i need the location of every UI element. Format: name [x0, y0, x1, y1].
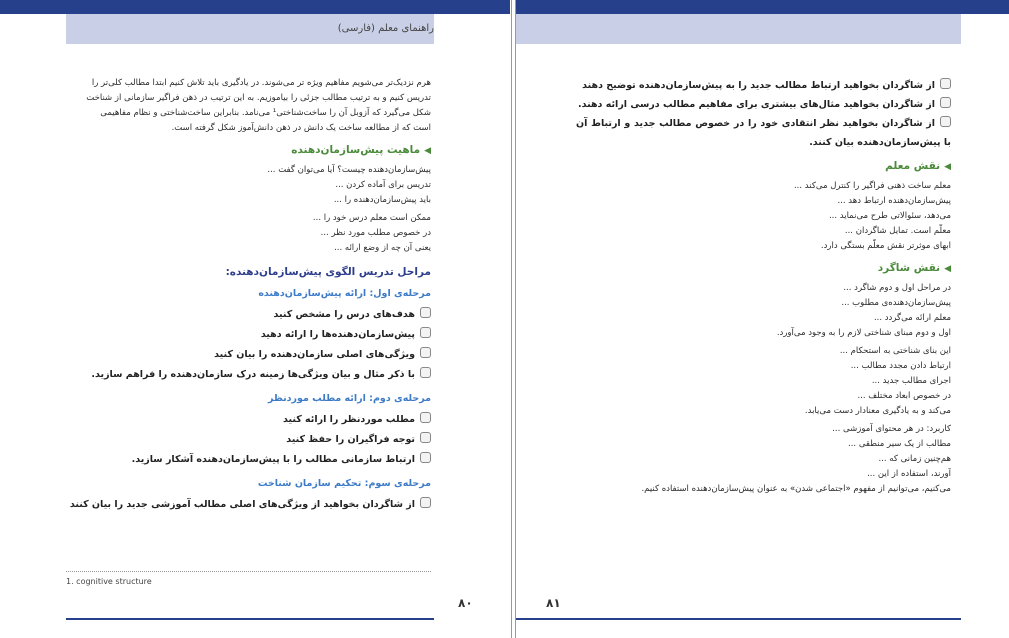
list-item: ارتباط سازمانی مطالب را با پیش‌سازمان‌دهنده آشکار سازید.: [66, 450, 431, 470]
text-line: در خصوص مطلب مورد نظر ...: [320, 228, 431, 238]
footnote: 1. cognitive structure: [66, 577, 152, 586]
section-heading-text: ماهیت پیش‌سازمان‌دهنده: [291, 144, 421, 156]
stages-heading: مراحل تدریس الگوی پیش‌سازمان‌دهنده:: [225, 266, 431, 278]
text-line: تدریس برای آماده کردن ...: [335, 180, 431, 190]
triangle-marker-icon: ◀: [944, 162, 951, 172]
bullet-icon: [420, 452, 431, 463]
bullet-icon: [420, 432, 431, 443]
bullet-icon: [420, 327, 431, 338]
running-header-band: [516, 14, 961, 44]
text-line: کاربرد: در هر محتوای آموزشی ...: [832, 424, 951, 434]
section-paragraph: [576, 179, 951, 254]
stage-heading: مرحله‌ی دوم: ارائه مطلب موردنظر: [267, 393, 431, 404]
stage-heading: مرحله‌ی اول: ارائه پیش‌سازمان‌دهنده: [258, 288, 431, 299]
section-paragraph: [66, 211, 431, 256]
text-line: اجرای مطالب جدید ...: [871, 376, 951, 386]
right-page: [516, 0, 1009, 638]
text-line: در مراحل اول و دوم شاگرد ...: [843, 283, 951, 293]
list-item: از شاگردان بخواهید از ویژگی‌های اصلی مطالب آموزشی جدید را بیان کنند: [66, 495, 431, 515]
text-line: می‌کند و به یادگیری معنادار دست می‌یابد.: [804, 406, 951, 416]
bottom-rule: [516, 618, 961, 620]
intro-paragraph: [66, 76, 431, 136]
list-item: ویژگی‌های اصلی سازمان‌دهنده را بیان کنید: [66, 345, 431, 365]
section-heading: [66, 142, 431, 159]
section-paragraph: [576, 281, 951, 341]
text-line: ممکن است معلم درس خود را ...: [312, 213, 431, 223]
list-item: هدف‌های درس را مشخص کنید: [66, 305, 431, 325]
list-item: پیش‌سازمان‌دهنده‌ها را ارائه دهید: [66, 325, 431, 345]
text-line: در خصوص ابعاد مختلف ...: [857, 391, 951, 401]
bullet-icon: [940, 78, 951, 89]
text-line: پیش‌سازمان‌دهنده‌ی مطلوب ...: [841, 298, 951, 308]
left-text-column: [66, 76, 431, 515]
triangle-marker-icon: ◀: [424, 146, 431, 156]
footnote-divider: [66, 571, 431, 572]
stage-heading: مرحله‌ی سوم: تحکیم سازمان شناخت: [257, 478, 431, 489]
text-line: هم‌چنین زمانی که ...: [878, 454, 951, 464]
bullet-icon: [420, 307, 431, 318]
text-line: معلم ساخت ذهنی فراگیر را کنترل می‌کند ...: [793, 181, 951, 191]
list-item: از شاگردان بخواهید ارتباط مطالب جدید را به پیش‌سازمان‌دهنده توضیح دهند: [576, 76, 951, 95]
page-number: ۸۱: [546, 596, 561, 610]
list-item: با ذکر مثال و بیان ویژگی‌ها زمینه درک سازمان‌دهنده را فراهم سازید.: [66, 365, 431, 385]
text-line: می‌دهد، سئوالاتی طرح می‌نماید ...: [828, 211, 951, 221]
running-header-title: راهنمای معلم (فارسی): [337, 23, 434, 34]
top-color-bar: [516, 0, 1009, 14]
page-number: ۸۰: [458, 596, 473, 610]
text-line: تدریس کنیم و به ترتیب مطالب جزئی را بیاموزیم. به این ترتیب در ذهن فراگیر سازمانی از شناخت: [86, 93, 431, 103]
section-paragraph: [576, 344, 951, 419]
text-line: آورند، استفاده از این ...: [867, 469, 951, 479]
section-paragraph: [576, 422, 951, 497]
section-paragraph: [66, 163, 431, 208]
text-line: این بنای شناختی به استحکام ...: [839, 346, 951, 356]
text-line: یعنی آن چه از وضع ارائه ...: [334, 243, 431, 253]
top-color-bar: [0, 0, 510, 14]
text-line: است که از مطالعه ساخت یک دانش در ذهن دانش‌آموز شکل گرفته است.: [171, 123, 431, 133]
list-item: از شاگردان بخواهید نظر انتقادی خود را در خصوص مطالب جدید و ارتباط آن با پیش‌سازمان‌دهنده بیان کنند.: [576, 118, 951, 148]
triangle-marker-icon: ◀: [944, 264, 951, 274]
section-heading-text: نقش شاگرد: [877, 262, 941, 274]
text-line: ارتباط دادن مجدد مطالب ...: [850, 361, 951, 371]
bullet-icon: [420, 497, 431, 508]
list-item: توجه فراگیران را حفظ کنید: [66, 430, 431, 450]
gutter-line: [511, 0, 512, 638]
text-line: می‌کنیم، می‌توانیم از مفهوم «اجتماعی شدن» به عنوان پیش‌سازمان‌دهنده استفاده کنیم.: [641, 484, 951, 494]
text-line: هرم نزدیک‌تر می‌شویم مفاهیم ویژه تر می‌شوند. در یادگیری باید تلاش کنیم ابتدا مطالب کلی‌تر را: [91, 78, 431, 88]
bullet-icon: [420, 412, 431, 423]
section-heading-text: نقش معلم: [885, 160, 941, 172]
text-line: معلم ارائه می‌گردد ...: [873, 313, 951, 323]
list-item: مطلب موردنظر را ارائه کنید: [66, 410, 431, 430]
bullet-icon: [420, 347, 431, 358]
list-item: از شاگردان بخواهید مثال‌های بیشتری برای مفاهیم مطالب درسی ارائه دهند.: [576, 95, 951, 114]
text-line: معلّم است. تمایل شاگردان ...: [844, 226, 951, 236]
section-heading: [576, 158, 951, 175]
section-heading: [576, 260, 951, 277]
bullet-icon: [940, 116, 951, 127]
bullet-icon: [940, 97, 951, 108]
text-line: باید پیش‌سازمان‌دهنده را ...: [333, 195, 431, 205]
bullet-icon: [420, 367, 431, 378]
text-line: شکل می‌گیرد که آزوبل آن را ساخت‌شناختی‌¹ می‌نامد. بنابراین ساخت‌شناختی و نظام مفاهیمی: [100, 108, 431, 118]
text-line: ابهای موثرتر نقش معلّم بستگی دارد.: [820, 241, 951, 251]
text-line: اول و دوم مبنای شناختی لازم را به وجود می‌آورد.: [776, 328, 951, 338]
text-line: پیش‌سازمان‌دهنده ارتباط دهد ...: [837, 196, 951, 206]
right-text-column: [576, 76, 951, 500]
text-line: مطالب از یک سیر منطقی ...: [848, 439, 951, 449]
text-line: پیش‌سازمان‌دهنده چیست؟ آیا می‌توان گفت ...: [267, 165, 431, 175]
bottom-rule: [66, 618, 434, 620]
